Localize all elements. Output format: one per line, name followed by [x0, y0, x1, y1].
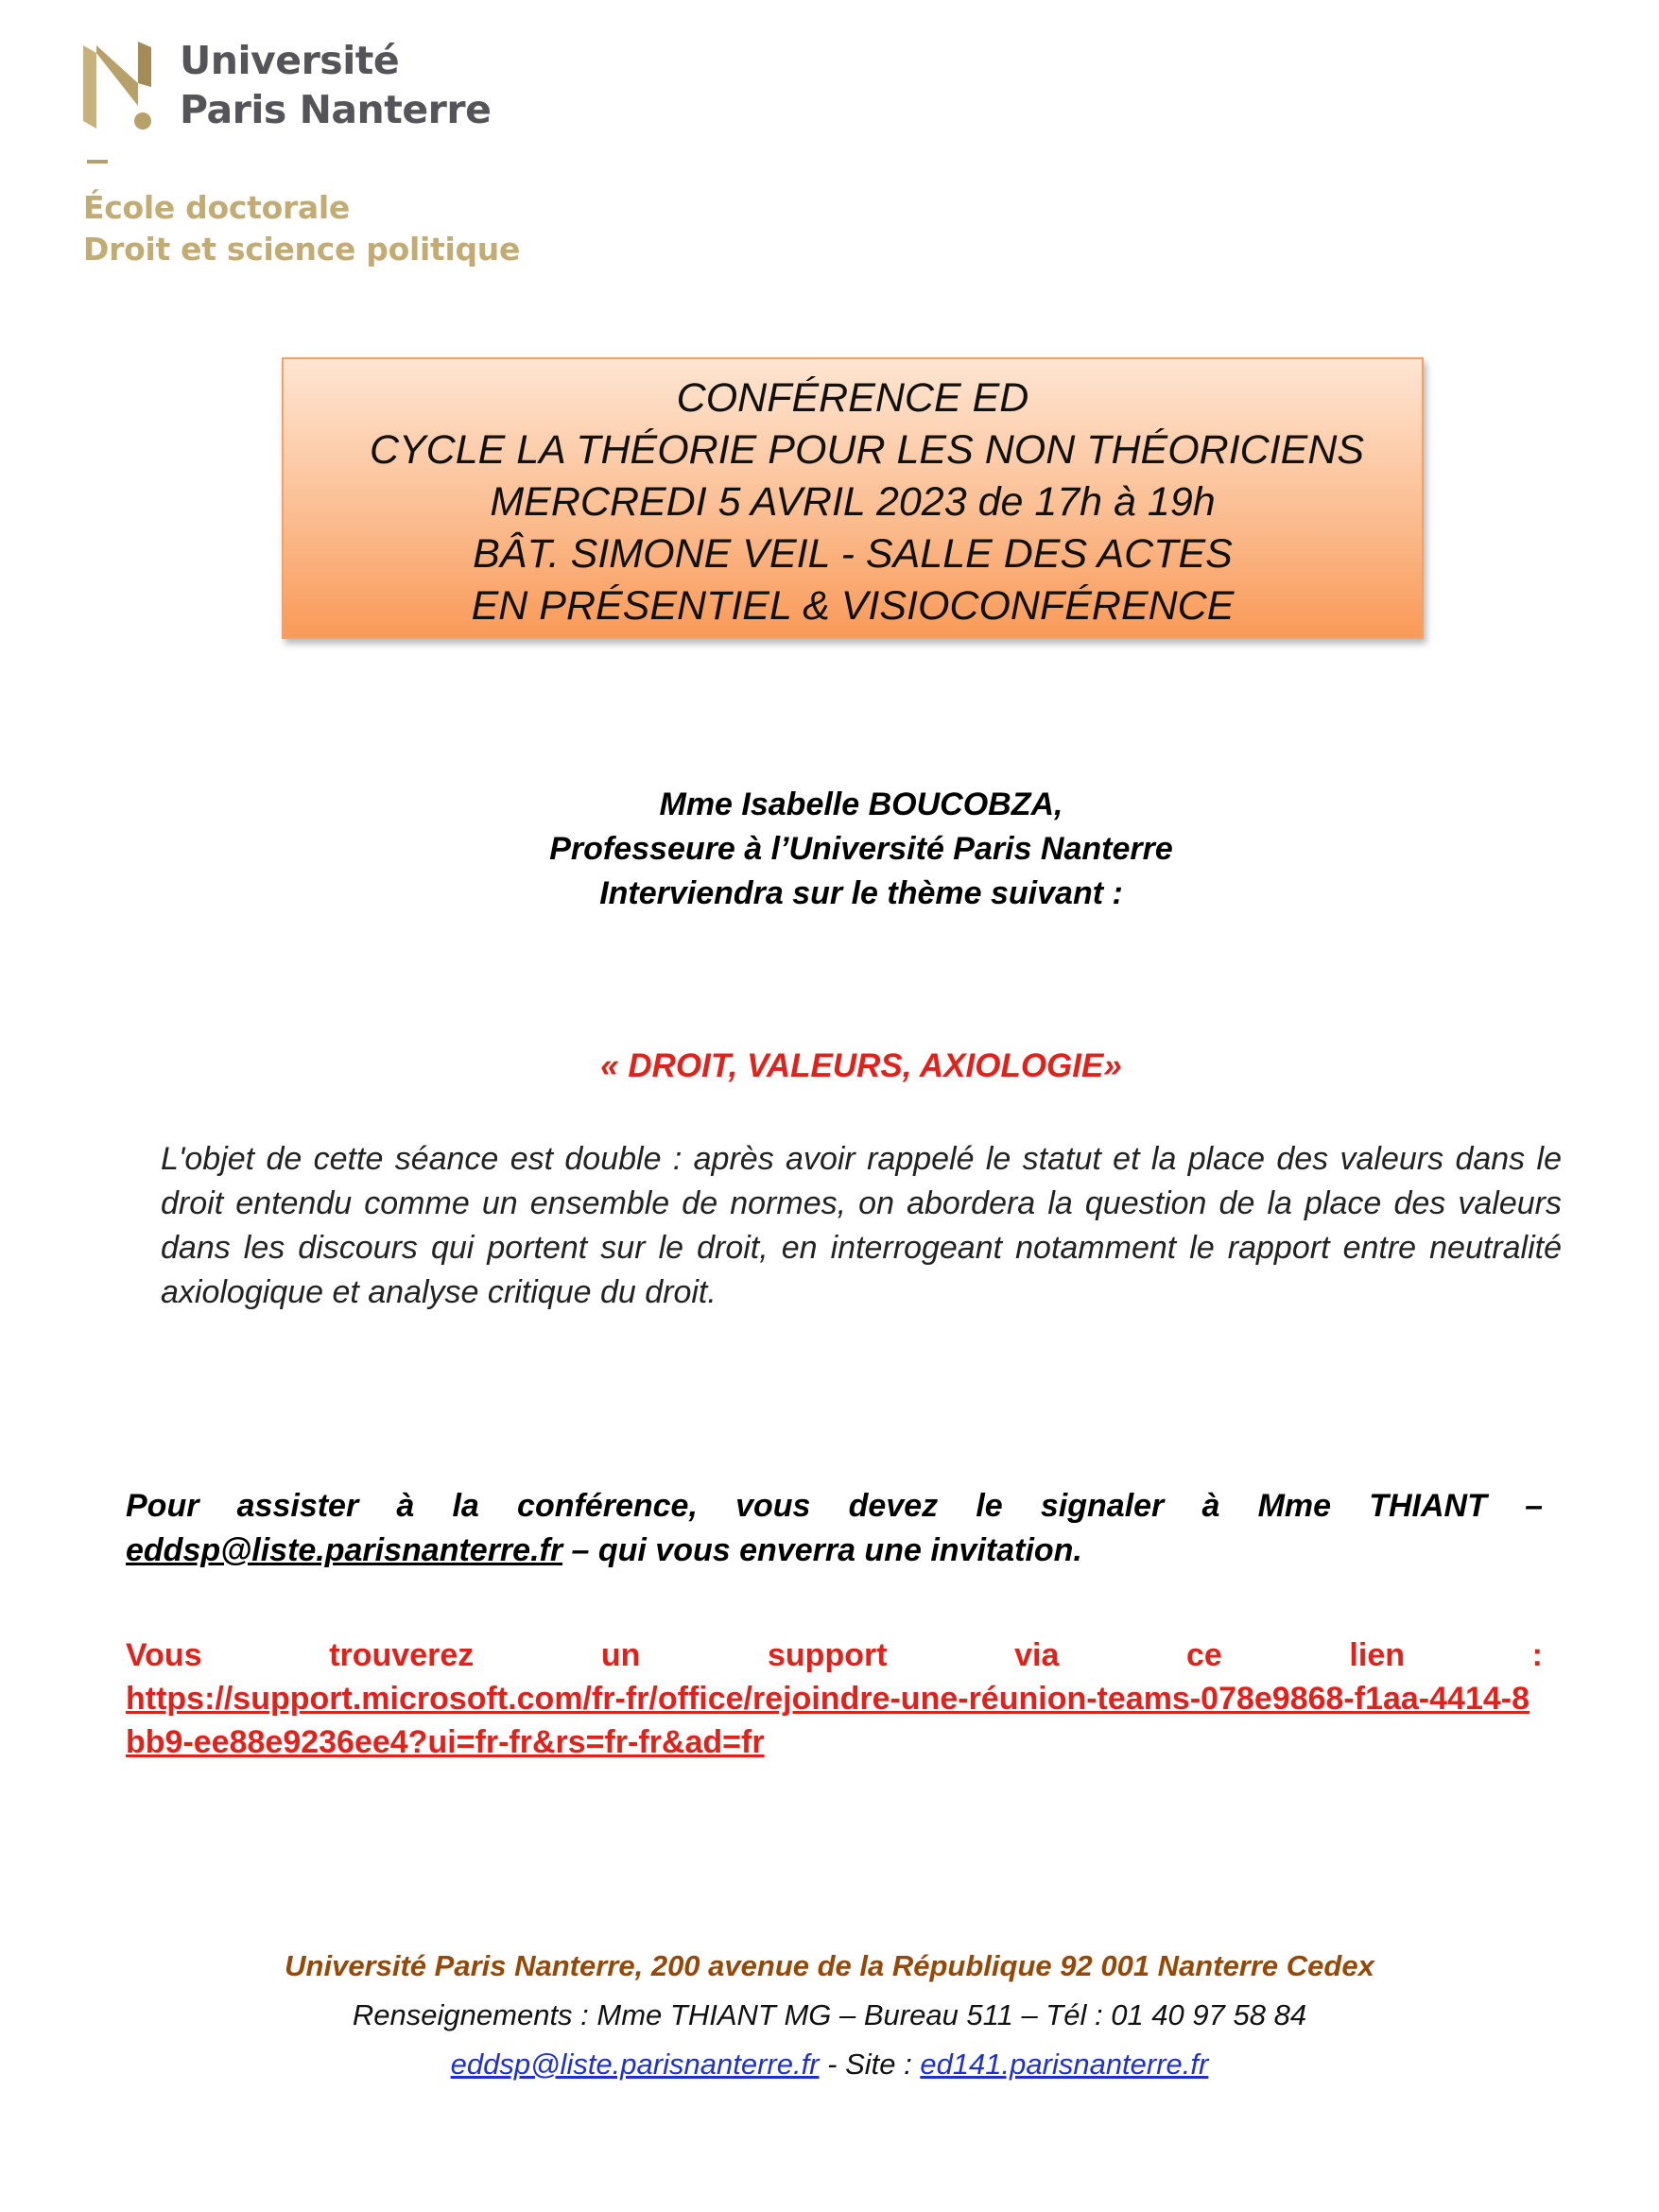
doctoral-school-name [83, 187, 520, 270]
talk-theme: « DROIT, VALEURS, AXIOLOGIE» [600, 1047, 1122, 1084]
title-line-4: BÂT. SIMONE VEIL - SALLE DES ACTES [473, 531, 1233, 577]
support-word: trouverez [329, 1637, 475, 1673]
support-word: support [768, 1637, 888, 1673]
footer-email-link[interactable]: eddsp@liste.parisnanterre.fr [450, 2048, 820, 2081]
footer-site-link[interactable]: ed141.parisnanterre.fr [920, 2048, 1209, 2081]
conference-title-box [282, 357, 1424, 639]
footer-links [0, 2048, 1659, 2082]
footer-site-label: - Site : [819, 2048, 921, 2081]
university-logo-icon [83, 42, 151, 136]
footer-contact-info: Renseignements : Mme THIANT MG – Bureau 511 – Tél : 01 40 97 58 84 [352, 1998, 1307, 2031]
support-intro [126, 1633, 1543, 1677]
logo-line1: Université [180, 38, 400, 83]
logo-line2: Paris Nanterre [180, 87, 492, 132]
support-word: un [600, 1637, 641, 1673]
school-line2: Droit et science politique [83, 231, 521, 268]
support-word: via [1014, 1637, 1060, 1673]
university-name [180, 36, 491, 134]
speaker-name: Mme Isabelle BOUCOBZA, [659, 786, 1063, 822]
assist-text-after: – qui vous enverra une invitation. [562, 1532, 1082, 1568]
footer-address: Université Paris Nanterre, 200 avenue de la République 92 001 Nanterre Cedex [285, 1949, 1374, 1982]
speaker-intro: Interviendra sur le thème suivant : [599, 875, 1123, 911]
assist-text-before: Pour assister à la conférence, vous devez le signaler à Mme THIANT – [126, 1488, 1543, 1524]
support-word: Vous [126, 1637, 202, 1673]
logo-divider [87, 160, 108, 164]
title-line-3: MERCREDI 5 AVRIL 2023 de 17h à 19h [490, 479, 1216, 525]
school-line1: École doctorale [83, 189, 350, 226]
attendance-notice [126, 1484, 1543, 1573]
talk-description: L'objet de cette séance est double : après avoir rappelé le statut et la place des valeurs dans le droit entendu comme un ensemble de normes, on abordera la question de la place des valeurs dans les discours qui portent sur le droit, en interrogeant notamment le rapport entre neutralité axiologique et analyse critique du droit. [161, 1141, 1562, 1310]
speaker-block [0, 783, 1659, 916]
title-line-5: EN PRÉSENTIEL & VISIOCONFÉRENCE [471, 583, 1235, 629]
support-word: : [1531, 1637, 1543, 1673]
support-word: lien [1349, 1637, 1405, 1673]
title-line-1: CONFÉRENCE ED [676, 375, 1029, 421]
title-line-2: CYCLE LA THÉORIE POUR LES NON THÉORICIENS [369, 427, 1365, 473]
speaker-role: Professeure à l’Université Paris Nanterre [549, 831, 1173, 867]
assist-email-link[interactable]: eddsp@liste.parisnanterre.fr [126, 1532, 563, 1568]
support-link[interactable]: https://support.microsoft.com/fr-fr/office/rejoindre-une-réunion-teams-078e9868-f1aa-4414-8bb9-ee88e9236ee4?ui=fr-fr&rs=fr-fr&ad=fr [126, 1681, 1529, 1760]
support-word: ce [1186, 1637, 1222, 1673]
support-block [126, 1633, 1543, 1764]
